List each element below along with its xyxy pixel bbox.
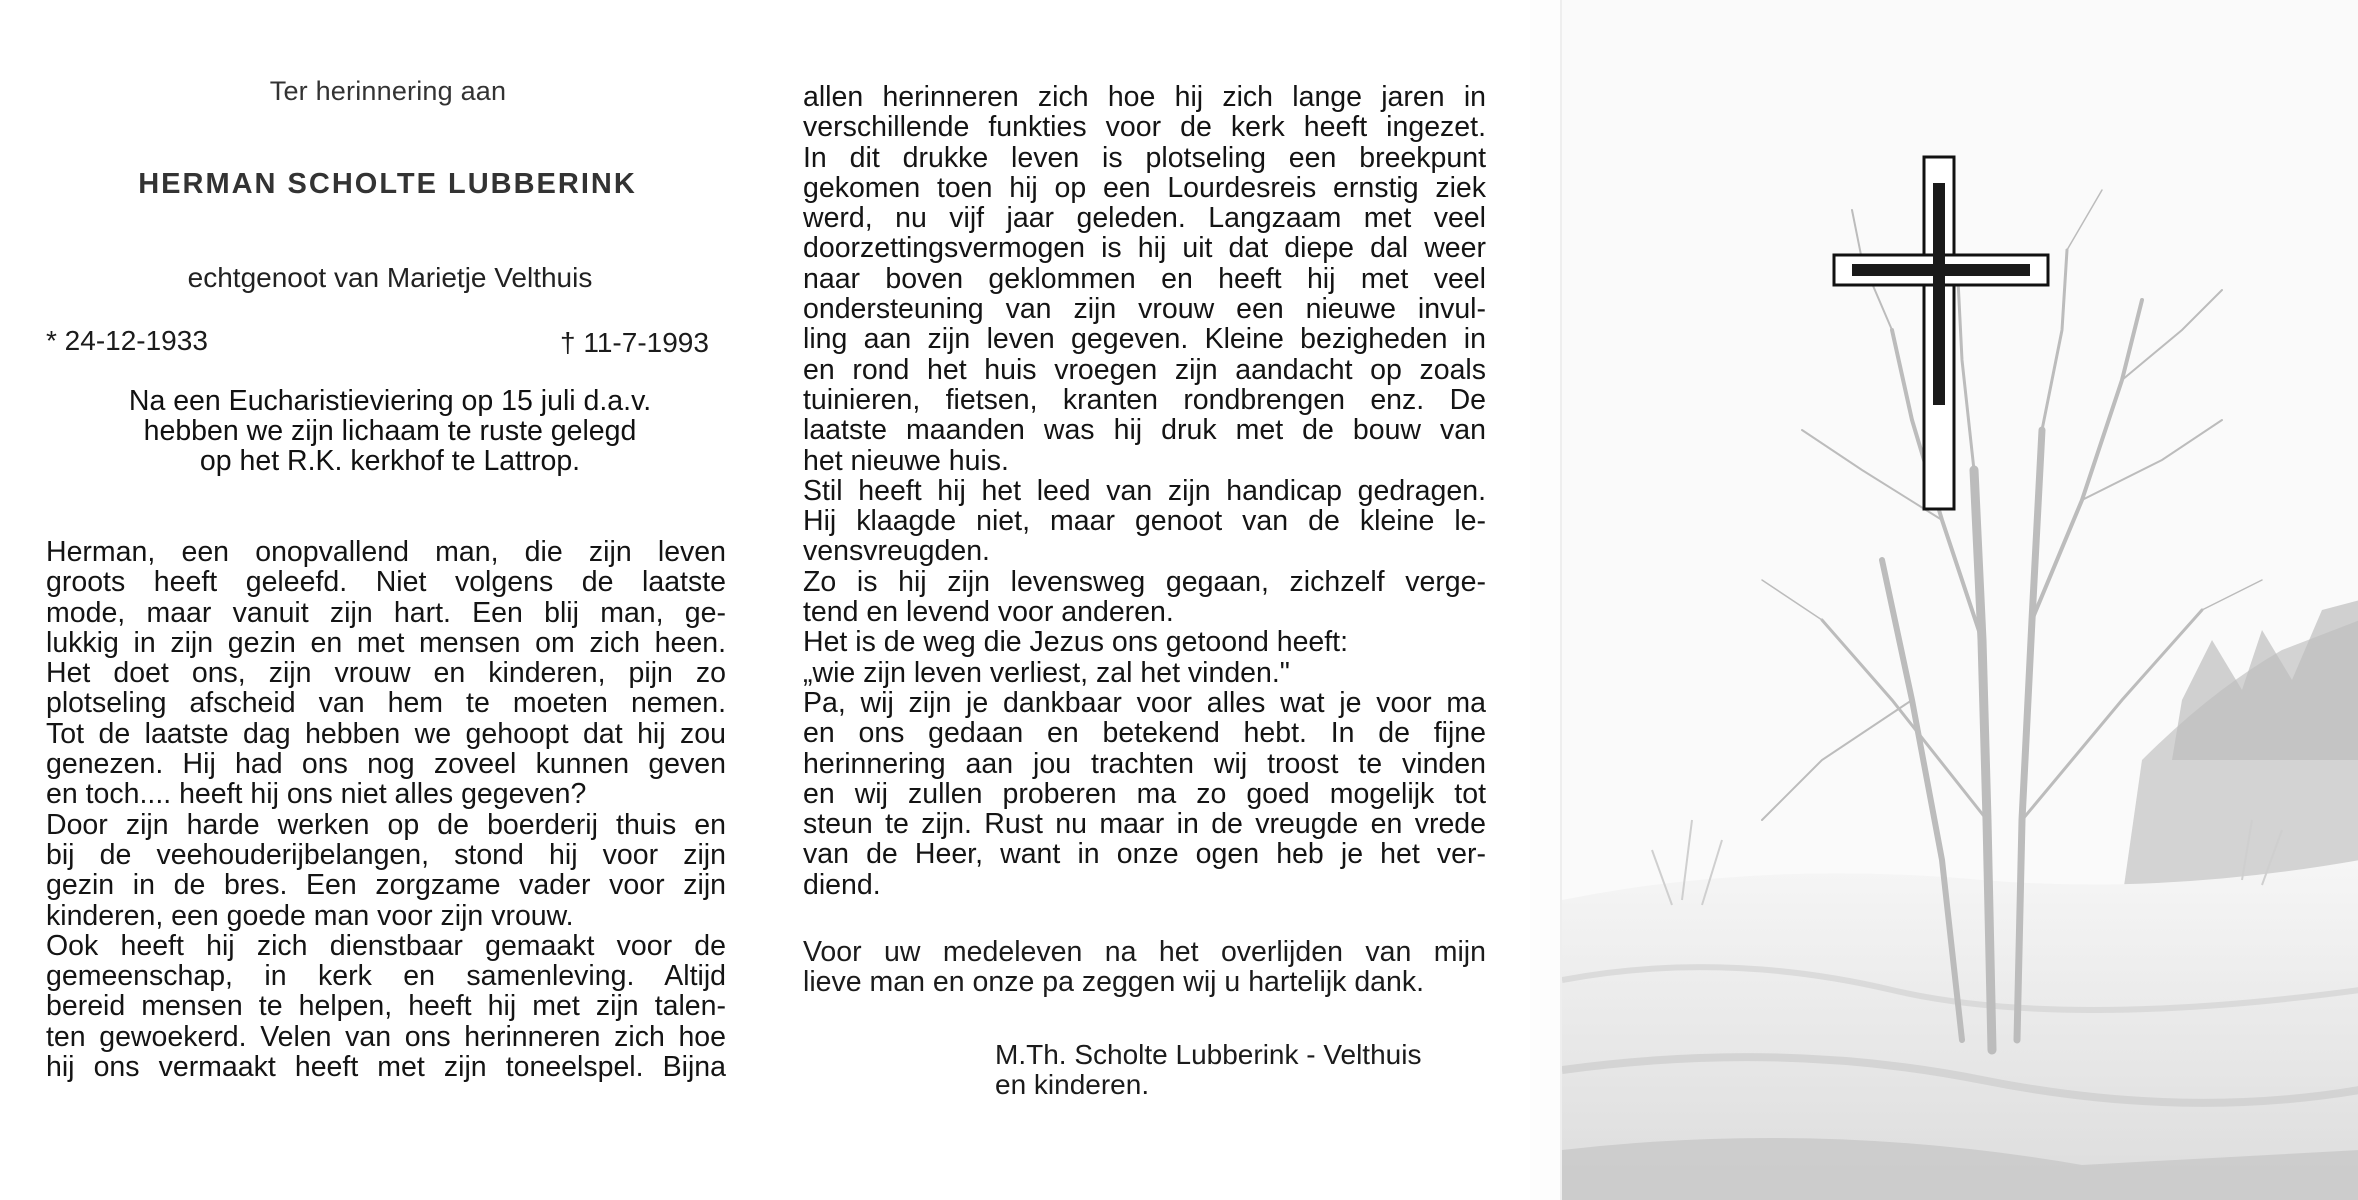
text-line: allen herinneren zich hoe hij zich lange jaren in bbox=[803, 81, 1486, 113]
text-line: en toch.... heeft hij ons niet alles gegeven? bbox=[46, 778, 587, 811]
text-line: gemeenschap, in kerk en samenleving. Altijd bbox=[46, 960, 726, 993]
text-line: mode, maar vanuit zijn hart. Een blij man, ge- bbox=[46, 596, 726, 629]
burial-line: op het R.K. kerkhof te Lattrop. bbox=[199, 445, 581, 477]
birth-date: * 24-12-1933 bbox=[46, 325, 208, 356]
text-line: herinnering aan jou trachten wij troost te vinden bbox=[803, 747, 1486, 780]
text-line: Het doet ons, zijn vrouw en kinderen, pijn zo bbox=[46, 657, 726, 690]
text-line: gezin in de bres. Een zorgzame vader voor zijn bbox=[46, 869, 726, 902]
text-line: tuinieren, fietsen, kranten rondbrengen enz. De bbox=[803, 383, 1486, 416]
text-line: Ook heeft hij zich dienstbaar gemaakt voor de bbox=[46, 929, 726, 962]
text-line: verschillende funkties voor de kerk heeft ingezet. bbox=[803, 111, 1486, 144]
text-line: Voor uw medeleven na het overlijden van mijn bbox=[803, 936, 1486, 968]
text-line: Herman, een onopvallend man, die zijn leven bbox=[46, 536, 726, 568]
intro-line: Ter herinnering aan bbox=[269, 76, 507, 106]
text-column-1 bbox=[46, 537, 726, 1082]
text-line: werd, nu vijf jaar geleden. Langzaam met veel bbox=[803, 202, 1486, 235]
text-line: diend. bbox=[803, 868, 881, 901]
deceased-name: HERMAN SCHOLTE LUBBERINK bbox=[138, 168, 637, 200]
signature bbox=[995, 1040, 1421, 1100]
text-line: steun te zijn. Rust nu maar in de vreugde en vrede bbox=[803, 808, 1486, 841]
text-line: lieve man en onze pa zeggen wij u hartelijk dank. bbox=[803, 966, 1425, 999]
text-line: Pa, wij zijn je dankbaar voor alles wat je voor ma bbox=[803, 686, 1486, 719]
text-line: Het is de weg die Jezus ons getoond heeft: bbox=[803, 626, 1349, 659]
text-line: Zo is hij zijn levensweg gegaan, zichzelf verge- bbox=[803, 565, 1486, 598]
text-line: en rond het huis vroegen zijn aandacht op zoals bbox=[803, 353, 1486, 386]
text-line: ling aan zijn leven gegeven. Kleine bezigheden in bbox=[803, 323, 1486, 356]
text-line: ten gewoekerd. Velen van ons herinneren zich hoe bbox=[46, 1020, 726, 1053]
signature-line: M.Th. Scholte Lubberink - Velthuis bbox=[995, 1039, 1422, 1070]
text-line: groots heeft geleefd. Niet volgens de laatste bbox=[46, 566, 726, 599]
text-line: tend en levend voor anderen. bbox=[803, 596, 1174, 629]
burial-notice bbox=[60, 386, 720, 476]
text-line: ondersteuning van zijn vrouw een nieuwe invul- bbox=[803, 293, 1486, 326]
text-line: vensvreugden. bbox=[803, 535, 990, 568]
text-line: en ons gedaan en betekend hebt. In de fijne bbox=[803, 717, 1486, 750]
text-line: bij de veehouderijbelangen, stond hij voor zijn bbox=[46, 838, 726, 871]
text-column-2 bbox=[803, 82, 1486, 900]
text-line: Door zijn harde werken op de boerderij thuis en bbox=[46, 808, 726, 841]
text-line: van de Heer, want in onze ogen heb je het ver- bbox=[803, 838, 1486, 871]
text-line: „wie zijn leven verliest, zal het vinden." bbox=[803, 656, 1290, 689]
text-line: het nieuwe huis. bbox=[803, 444, 1009, 477]
text-line: In dit drukke leven is plotseling een breekpunt bbox=[803, 141, 1486, 174]
memorial-card-image-side bbox=[1560, 0, 2358, 1200]
text-line: gekomen toen hij op een Lourdesreis ernstig ziek bbox=[803, 171, 1486, 204]
text-line: laatste maanden was hij druk met de bouw van bbox=[803, 414, 1486, 447]
burial-line: Na een Eucharistieviering op 15 juli d.a.v. bbox=[128, 385, 652, 417]
text-line: naar boven geklommen en heeft hij met veel bbox=[803, 262, 1486, 295]
burial-line: hebben we zijn lichaam te ruste gelegd bbox=[143, 415, 637, 447]
signature-line: en kinderen. bbox=[995, 1069, 1150, 1100]
cross-icon bbox=[1832, 155, 2052, 513]
spouse-line: echtgenoot van Marietje Velthuis bbox=[187, 262, 593, 293]
text-line: Stil heeft hij het leed van zijn handicap gedragen. bbox=[803, 474, 1486, 507]
text-line: Tot de laatste dag hebben we gehoopt dat hij zou bbox=[46, 717, 726, 750]
text-line: lukkig in zijn gezin en met mensen om zich heen. bbox=[46, 626, 726, 659]
text-line: kinderen, een goede man voor zijn vrouw. bbox=[46, 899, 574, 932]
text-line: genezen. Hij had ons nog zoveel kunnen geven bbox=[46, 748, 726, 781]
death-date: † 11-7-1993 bbox=[560, 327, 709, 358]
text-line: Hij klaagde niet, maar genoot van de kleine le- bbox=[803, 505, 1486, 538]
text-line: doorzettingsvermogen is hij uit dat diepe dal weer bbox=[803, 232, 1486, 265]
card-gap bbox=[1530, 0, 1560, 1200]
text-line: plotseling afscheid van hem te moeten nemen. bbox=[46, 687, 726, 720]
text-line: en wij zullen proberen ma zo goed mogelijk tot bbox=[803, 777, 1486, 810]
text-line: hij ons vermaakt heeft met zijn toneelspel. Bijna bbox=[46, 1051, 726, 1084]
text-line: bereid mensen te helpen, heeft hij met zijn talen- bbox=[46, 990, 726, 1023]
thanks-paragraph bbox=[803, 937, 1486, 998]
